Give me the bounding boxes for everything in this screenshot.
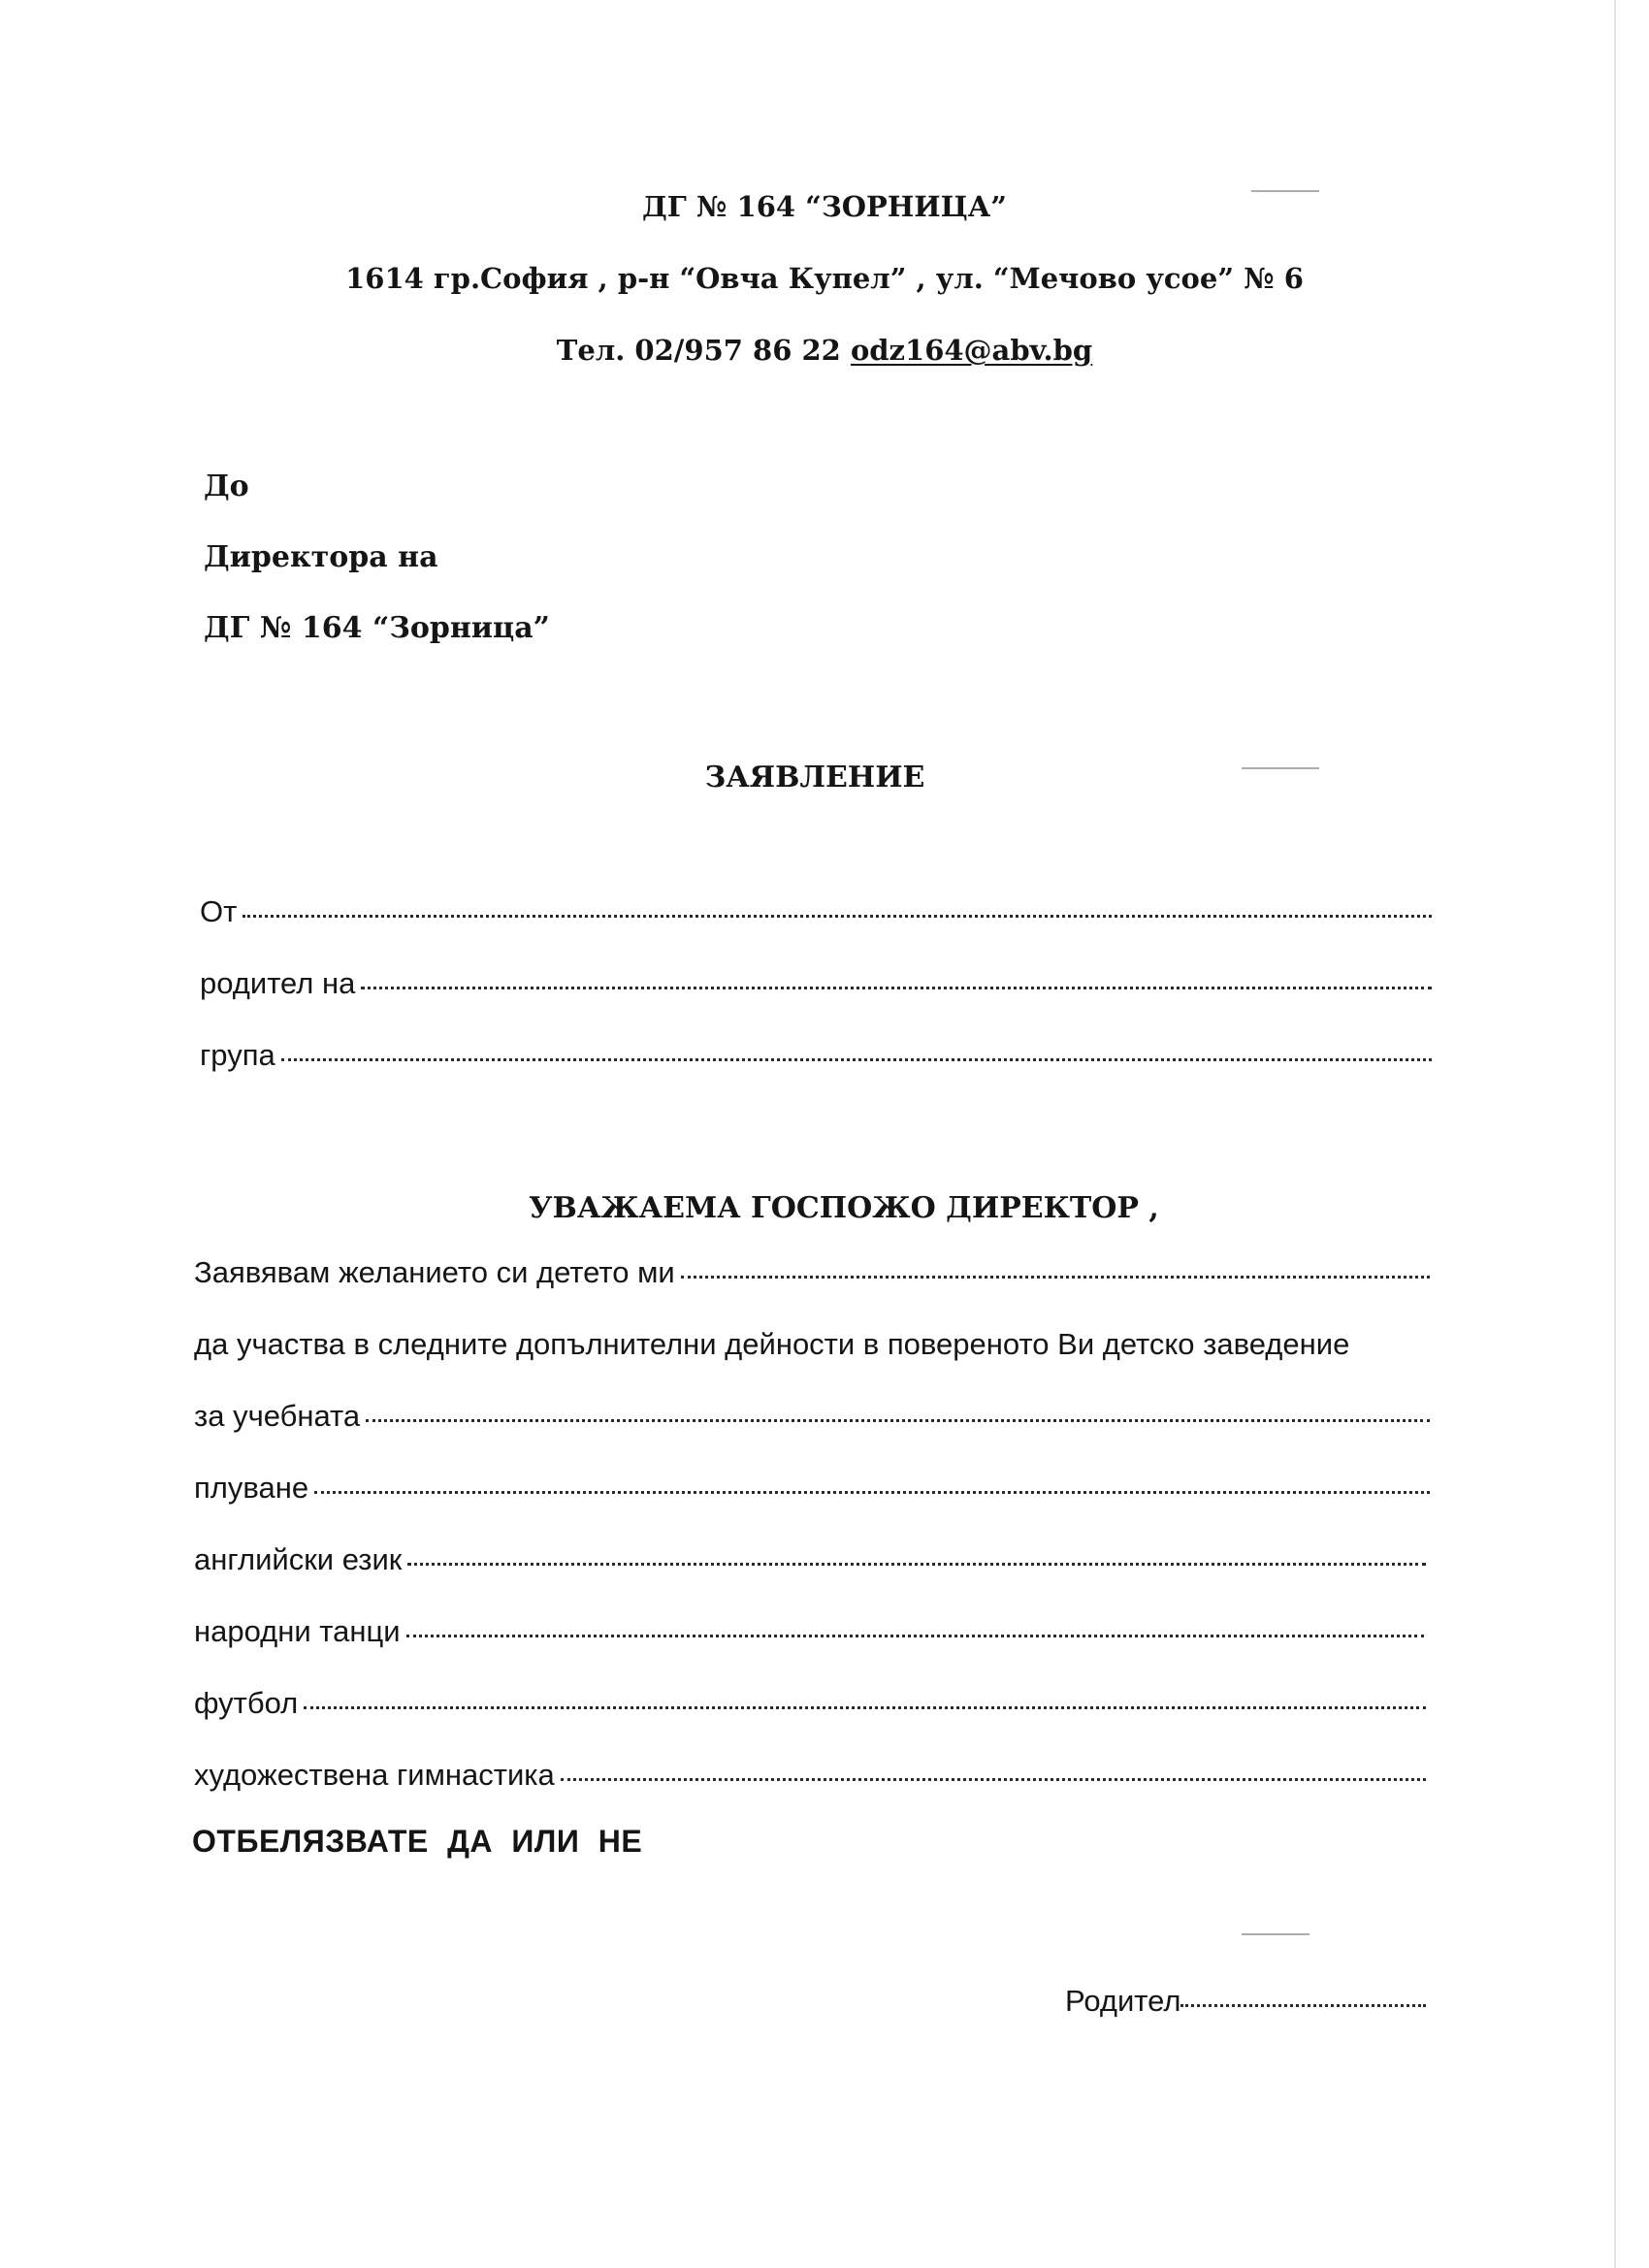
instruction-mark-yes-no: ОТБЕЛЯЗВАТЕ ДА ИЛИ НЕ	[192, 1824, 643, 1859]
addressee-to: До	[204, 470, 249, 503]
scan-mark-bottom	[1242, 1933, 1310, 1935]
salutation: УВАЖАЕМА ГОСПОЖО ДИРЕКТОР ,	[529, 1191, 1159, 1225]
request-line1-text: Заявявам желанието си детето ми	[194, 1255, 675, 1289]
activity-rhythmic-gymnastics-label: художествена гимнастика	[194, 1758, 555, 1792]
activity-football-label: футбол	[194, 1686, 299, 1720]
activity-english[interactable]	[194, 1542, 1426, 1577]
field-group-dotted-line[interactable]	[281, 1056, 1432, 1061]
activity-swimming[interactable]	[194, 1471, 1430, 1506]
field-from[interactable]	[200, 894, 1432, 929]
activity-folk-dances-label: народни танци	[194, 1614, 401, 1648]
activity-school-year-label: за учебната	[194, 1399, 361, 1433]
activity-football[interactable]	[194, 1686, 1426, 1721]
signature-dotted-line[interactable]	[1180, 2002, 1426, 2007]
field-from-label: От	[200, 894, 238, 928]
field-parent-of[interactable]	[200, 966, 1432, 1001]
activity-swimming-dotted-line[interactable]	[314, 1489, 1430, 1494]
addressee-director: Директора на	[204, 540, 438, 574]
field-parent-of-label: родител на	[200, 966, 356, 1000]
request-child-dotted-line[interactable]	[681, 1274, 1430, 1279]
signature-parent[interactable]	[1065, 1984, 1426, 2019]
signature-parent-label: Родител	[1065, 1984, 1181, 2018]
field-group[interactable]	[200, 1038, 1432, 1073]
activity-swimming-label: плуване	[194, 1471, 309, 1505]
activity-football-dotted-line[interactable]	[304, 1704, 1426, 1709]
activity-school-year[interactable]	[194, 1399, 1430, 1434]
school-phone: Тел. 02/957 86 22	[556, 334, 841, 367]
school-name: ДГ № 164 “ЗОРНИЦА”	[642, 190, 1007, 223]
school-address: 1614 гр.София , р-н “Овча Купел” , ул. “Мечово усое” № 6	[345, 262, 1304, 295]
document-title: ЗАЯВЛЕНИЕ	[704, 761, 925, 794]
request-line2: да участва в следните допълнителни дейности в повереното Ви детско заведение	[194, 1327, 1350, 1361]
activity-english-dotted-line[interactable]	[407, 1561, 1426, 1566]
school-contacts	[0, 334, 1649, 367]
school-email[interactable]: odz164@abv.bg	[850, 334, 1093, 367]
activity-folk-dances[interactable]	[194, 1614, 1424, 1649]
field-group-label: група	[200, 1038, 275, 1072]
activity-rhythmic-gymnastics[interactable]	[194, 1758, 1426, 1793]
activity-folk-dances-dotted-line[interactable]	[406, 1633, 1424, 1637]
activity-english-label: английски език	[194, 1542, 403, 1576]
addressee-school: ДГ № 164 “Зорница”	[204, 611, 550, 645]
field-from-dotted-line[interactable]	[242, 913, 1432, 918]
activity-rhythmic-gymnastics-dotted-line[interactable]	[561, 1776, 1426, 1781]
field-parent-of-dotted-line[interactable]	[361, 985, 1432, 989]
activity-school-year-dotted-line[interactable]	[366, 1417, 1430, 1422]
request-line-child[interactable]	[194, 1255, 1430, 1290]
